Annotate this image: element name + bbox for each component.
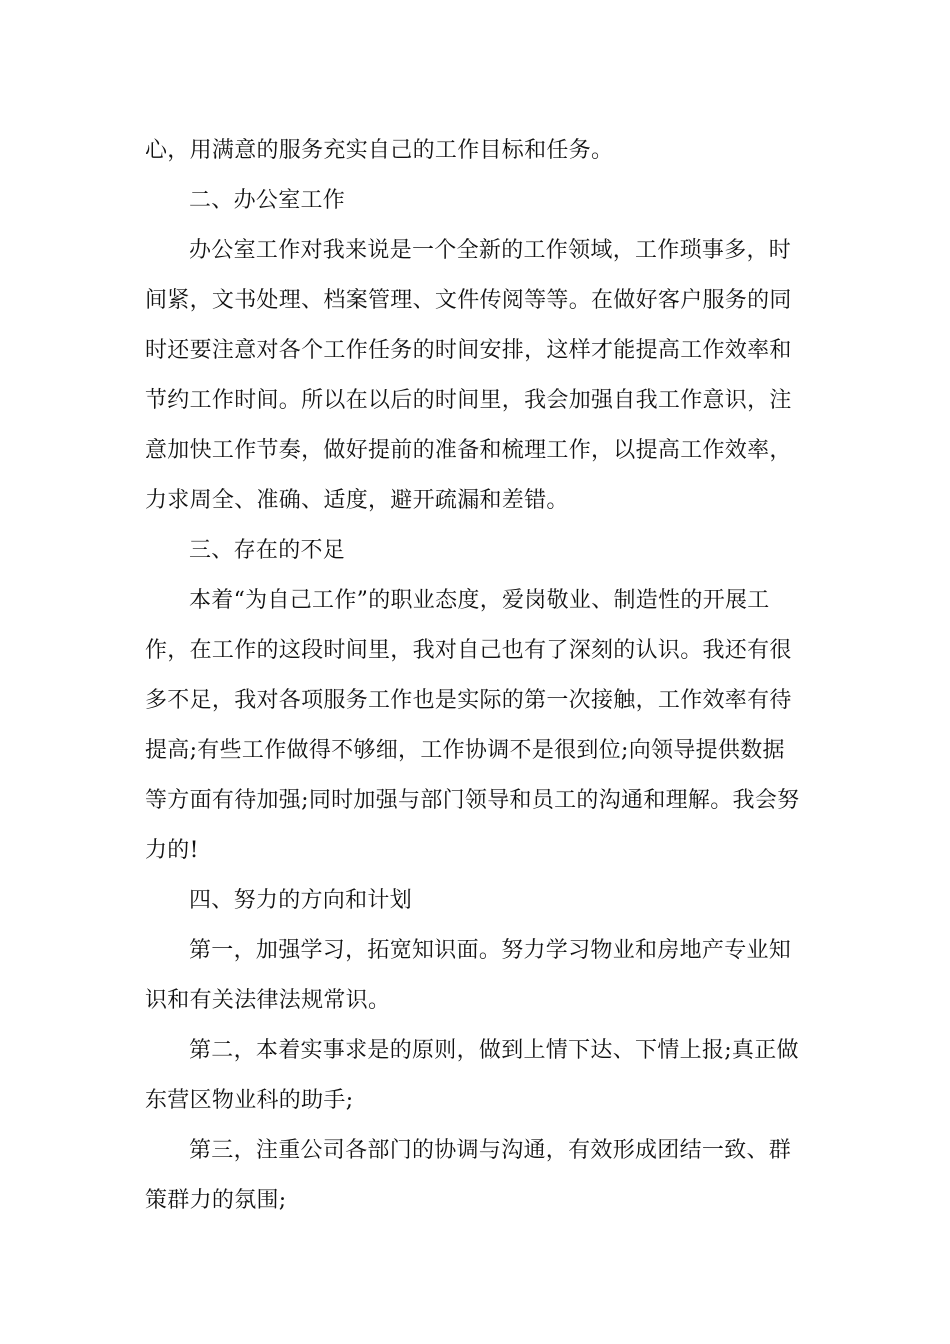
text-line: 本着“为自己工作”的职业态度，爱岗敬业、制造性的开展工	[189, 588, 770, 613]
text-line: 间紧，文书处理、档案管理、文件传阅等等。在做好客户服务的同	[145, 288, 792, 313]
text-line: 策群力的氛围;	[145, 1188, 287, 1213]
section-heading: 三、存在的不足	[189, 538, 346, 563]
text-line: 节约工作时间。所以在以后的时间里，我会加强自我工作意识，注	[145, 388, 792, 413]
text-line: 意加快工作节奏，做好提前的准备和梳理工作，以提高工作效率，	[145, 438, 792, 463]
text-line: 多不足，我对各项服务工作也是实际的第一次接触，工作效率有待	[145, 688, 792, 713]
text-line: 力求周全、准确、适度，避开疏漏和差错。	[145, 488, 569, 513]
text-line: 识和有关法律法规常识。	[145, 988, 391, 1013]
text-line: 提高;有些工作做得不够细，工作协调不是很到位;向领导提供数据	[145, 738, 785, 763]
text-line: 心，用满意的服务充实自己的工作目标和任务。	[145, 138, 614, 163]
text-line: 东营区物业科的助手;	[145, 1088, 354, 1113]
text-line: 第三，注重公司各部门的协调与沟通，有效形成团结一致、群	[189, 1138, 792, 1163]
text-line: 办公室工作对我来说是一个全新的工作领域，工作琐事多，时	[189, 238, 792, 263]
text-line: 时还要注意对各个工作任务的时间安排，这样才能提高工作效率和	[145, 338, 792, 363]
text-line: 等方面有待加强;同时加强与部门领导和员工的沟通和理解。我会努	[145, 788, 800, 813]
text-line: 作，在工作的这段时间里，我对自己也有了深刻的认识。我还有很	[145, 638, 792, 663]
text-line: 第二，本着实事求是的原则，做到上情下达、下情上报;真正做	[189, 1038, 799, 1063]
section-heading: 二、办公室工作	[189, 188, 346, 213]
text-line: 力的!	[145, 838, 199, 863]
text-line: 第一，加强学习，拓宽知识面。努力学习物业和房地产专业知	[189, 938, 792, 963]
section-heading: 四、努力的方向和计划	[189, 888, 413, 913]
